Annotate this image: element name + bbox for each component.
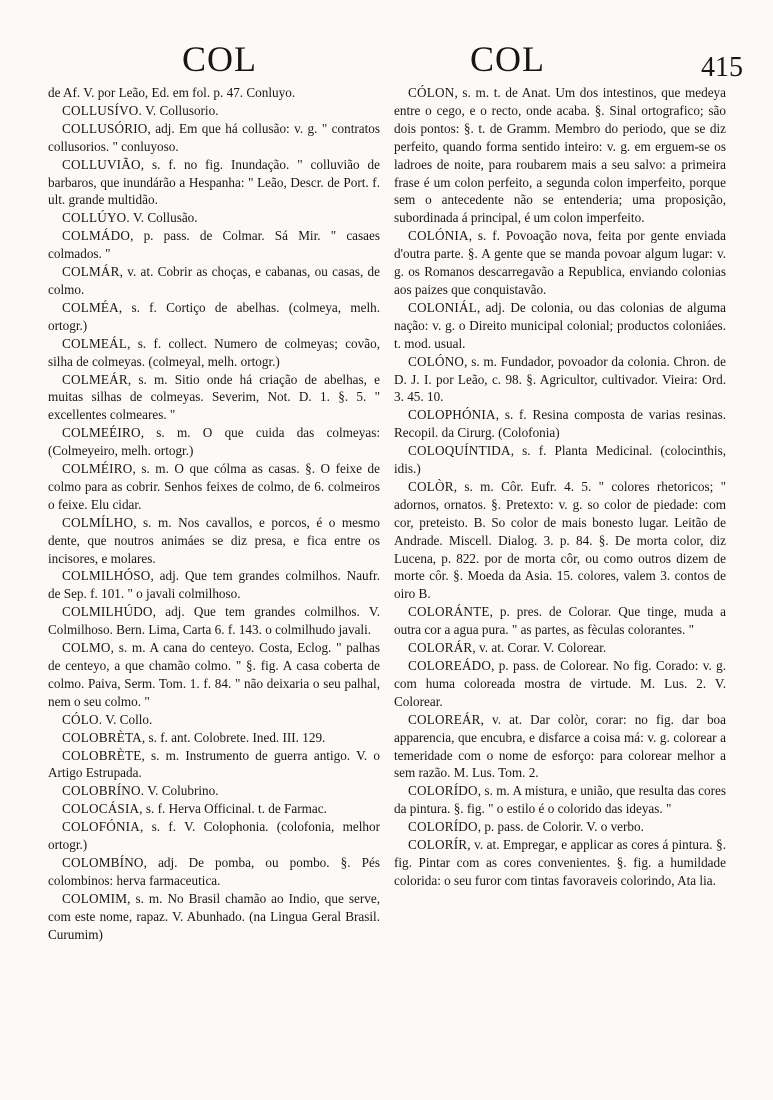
entry-headword: COLMILHÚDO	[62, 604, 153, 620]
entry-headword: COLÓNIA	[408, 228, 469, 244]
entry-headword: COLORÍR	[408, 837, 468, 853]
dictionary-entry	[48, 156, 380, 210]
entry-headword: COLORÍDO	[408, 783, 478, 799]
entry-definition: , s. m. O que cuida das colmeyas: (Colmeyeiro, melh. ortogr.)	[48, 425, 380, 459]
dictionary-entry	[48, 335, 380, 371]
entry-definition: , s. m. Sitio onde há criação de abelhas, e muitas silhas de colmeyas. Severim, Not. D. 1. §. 5. " excellentes colmeares. "	[48, 371, 380, 423]
dictionary-entry	[394, 603, 726, 639]
page-number: 415	[701, 52, 743, 83]
dictionary-entry	[48, 729, 380, 747]
entry-headword: COLMÁR	[62, 264, 120, 280]
dictionary-entry	[48, 120, 380, 156]
entry-headword: COLOCÁSIA	[62, 801, 140, 817]
dictionary-entry	[394, 639, 726, 657]
dictionary-entry	[48, 102, 380, 120]
entry-definition: , p. pres. de Colorar. Que tinge, muda a outra cor a agua pura. " as partes, as fèculas colorantes. "	[394, 604, 726, 638]
entry-headword: COLONIÁL	[408, 299, 477, 315]
entry-definition: , s. f. Resina composta de varias resinas. Recopil. da Cirurg. (Colofonia)	[394, 407, 726, 441]
dictionary-entry	[48, 299, 380, 335]
entry-definition: V. Collo.	[102, 711, 153, 727]
entry-headword: COLOFÓNIA	[62, 819, 140, 835]
entry-headword: COLMÉA	[62, 299, 119, 315]
entry-headword: COLOBRÈTA	[62, 729, 142, 745]
entry-headword: COLÓNO	[408, 353, 465, 369]
entry-headword: COLMILHÓSO	[62, 568, 151, 584]
entry-definition: de Af. V. por Leão, Ed. em fol. p. 47. Conluyo.	[48, 85, 296, 100]
dictionary-entry	[48, 711, 380, 729]
entry-definition: , s. f. collect. Numero de colmeyas; covão, silha de colmeyas. (colmeyal, melh. ortogr.)	[48, 335, 380, 369]
dictionary-entry	[394, 299, 726, 353]
entry-definition: , s. m. Fundador, povoador da colonia. Chron. de D. J. I. por Leão, c. 98. §. Agricultor, cultivador. Vieira: Ord. 3. 45. 10.	[394, 353, 726, 405]
entry-headword: COLORÁNTE	[408, 604, 490, 620]
entry-headword: COLOQUÍNTIDA	[408, 443, 511, 459]
entry-definition: , adj. De colonia, ou das colonias de alguma nação: v. g. o Direito municipal colonial; productos coloniáes. t. mod. usual.	[394, 299, 726, 351]
entry-definition: , s. m. t. de Anat. Um dos intestinos, que medeya entre o cego, e o recto, onde acaba. §. Sinal ortografico; são dois pontos: §. t. de Gramm. Membro do periodo, que se diz perfeito, quando forma sentido inteiro: v. g. em erguem-se os ladroes de noite, para roubarem mais a seu salvo: a primeira frase é um colon perfeito, a segunda colon imperfeito, porque sem o antecedente não se entenderia; uma proposição, subordinada á principal, é um colon imperfeito.	[394, 85, 726, 226]
dictionary-entry	[48, 603, 380, 639]
entry-headword: COLLUSÍVO.	[62, 102, 143, 118]
dictionary-entry	[394, 782, 726, 818]
entry-definition: , v. at. Dar colòr, corar: no fig. dar boa apparencia, que encubra, e disfarce a coisa má: v. g. colorear a temeridade com o nome de esforço: para colorear melhor a sem razão. M. Lus. Tom. 2.	[394, 711, 726, 781]
entry-definition: , adj. Em que há collusão: v. g. " contratos collusorios. " conluyoso.	[48, 120, 380, 154]
entry-headword: COLÒR	[408, 478, 454, 494]
entry-headword: COLOREÁR	[408, 711, 481, 727]
entry-definition: , adj. De pomba, ou pombo. §. Pés colombinos: herva farmaceutica.	[48, 854, 380, 888]
dictionary-entry	[394, 406, 726, 442]
entry-headword: COLLUSÓRIO	[62, 120, 148, 136]
entry-definition: , s. m. A cana do centeyo. Costa, Eclog. " palhas de centeyo, a que chamão colmo. " §. fig. A casa coberta de colmo. Paiva, Serm. Tom. 1. f. 84. " não deixaria o seu palhal, nem o seu colmo. "	[48, 640, 380, 709]
entry-definition: , s. m. Côr. Eufr. 4. 5. " colores rhetoricos; " adornos, ornatos. §. Pretexto: v. g. so color de piedade: com cor, preteisto. B. So color de mais bonesto lugar. Leitão de Andrade. Miscell. Dialog. 3. p. 84. §. De morta color, diz Lucena, p. 822. por de morta côr, ou como outros dizem de morte côr. §. Moeda da Asia. 15. colores, valem 3. contos de oiro B.	[394, 478, 726, 602]
entry-definition: , p. pass. de Colmar. Sá Mir. " casaes colmados. "	[48, 228, 380, 262]
entry-headword: CÓLON	[408, 85, 455, 100]
dictionary-entry	[48, 782, 380, 800]
entry-definition: , p. pass. de Colorir. V. o verbo.	[477, 819, 644, 835]
dictionary-entry	[394, 657, 726, 711]
entry-definition: , s. f. Povoação nova, feita por gente enviada d'outra parte. §. A gente que se manda povoar algum lugar: v. g. os Romanos descarregavão a Republica, enviando colonias aos paizes que conquistavão.	[394, 228, 726, 297]
entry-headword: COLMÉIRO	[62, 461, 133, 477]
entry-headword: COLORÁR	[408, 640, 473, 656]
entry-definition: , v. at. Corar. V. Colorear.	[472, 640, 607, 656]
entry-definition: V. Collusão.	[129, 210, 198, 226]
entry-headword: COLMEÉIRO	[62, 425, 141, 441]
entry-definition: , s. m. Nos cavallos, e porcos, é o mesmo dente, que noutros animáes se diz presa, e fica entre os incisores, e molares.	[48, 514, 380, 566]
entry-definition: , s. m. Instrumento de guerra antigo. V. o Artigo Estrupada.	[48, 747, 380, 781]
dictionary-entry	[48, 514, 380, 568]
dictionary-entry	[48, 371, 380, 425]
entry-headword: COLOPHÓNIA	[408, 407, 496, 423]
dictionary-entry	[394, 84, 726, 227]
entry-definition: , adj. Que tem grandes colmilhos. Naufr. de Sep. f. 101. " o javali colmilhoso.	[48, 568, 380, 602]
entry-headword: COLOREÁDO	[408, 658, 492, 673]
dictionary-entry	[48, 890, 380, 944]
entry-definition: , adj. Que tem grandes colmilhos. V. Colmilhoso. Bern. Lima, Carta 6. f. 143. o colmilhudo javali.	[48, 604, 380, 638]
left-column	[48, 84, 380, 944]
dictionary-entry	[48, 854, 380, 890]
dictionary-entry	[48, 800, 380, 818]
entry-headword: COLOBRÍNO.	[62, 783, 145, 799]
dictionary-entry	[394, 818, 726, 836]
entry-headword: COLOMIM	[62, 890, 128, 906]
entry-headword: COLOBRÈTE	[62, 747, 142, 763]
dictionary-entry	[394, 227, 726, 299]
entry-headword: COLMÍLHO	[62, 514, 134, 530]
dictionary-entry	[394, 478, 726, 603]
dictionary-entry	[48, 747, 380, 783]
entry-headword: COLMEÁR	[62, 371, 128, 387]
entry-definition: , s. f. V. Colophonia. (colofonia, melhor ortogr.)	[48, 819, 380, 853]
left-running-header: COL	[182, 39, 257, 79]
entry-headword: COLMO	[62, 640, 111, 656]
dictionary-entry	[48, 227, 380, 263]
entry-headword: COLMÁDO	[62, 228, 131, 244]
entry-definition: , s. m. O que cólma as casas. §. O feixe de colmo para as cobrir. Senhos feixes de colmo, de 6. colmeiros o feixe. Elu cidar.	[48, 461, 380, 512]
entry-headword: COLLUVIÃO	[62, 156, 141, 172]
entry-headword: COLOMBÍNO	[62, 854, 144, 870]
right-column	[394, 84, 726, 890]
entry-headword: COLLÚYO.	[62, 210, 130, 226]
dictionary-entry	[394, 836, 726, 890]
entry-definition: , v. at. Empregar, e applicar as cores á pintura. §. fig. Pintar com as cores convenientes. §. fig. a humildade colorida: o seu furor com tintas favoraveis colorindo, Ata lia.	[394, 837, 726, 888]
dictionary-entry	[48, 424, 380, 460]
dictionary-entry	[48, 263, 380, 299]
dictionary-entry	[48, 567, 380, 603]
entry-definition: , s. f. Herva Officinal. t. de Farmac.	[139, 801, 327, 817]
entry-definition: , s. m. No Brasil chamão ao Indio, que serve, com este nome, rapaz. V. Abunhado. (na Lingua Geral Brasil. Curumim)	[48, 890, 380, 942]
dictionary-entry	[394, 353, 726, 407]
entry-definition: V. Collusorio.	[142, 102, 219, 118]
dictionary-entry	[48, 818, 380, 854]
entry-definition: , v. at. Cobrir as choças, e cabanas, ou casas, de colmo.	[48, 264, 380, 297]
dictionary-entry	[48, 209, 380, 227]
entry-headword: CÓLO.	[62, 711, 103, 727]
dictionary-entry	[48, 639, 380, 711]
entry-definition: , p. pass. de Colorear. No fig. Corado: v. g. com huma coloreada mostra de virtude. M. Lus. 2. V. Colorear.	[394, 658, 726, 709]
right-running-header: COL	[470, 39, 545, 79]
entry-definition: , s. m. A mistura, e união, que resulta das cores da pintura. §. fig. " o estilo é o colorido das ideyas. "	[394, 783, 726, 817]
entry-headword: COLORÍDO	[408, 819, 478, 835]
dictionary-entry	[48, 84, 380, 102]
dictionary-entry	[394, 442, 726, 478]
entry-headword: COLMEÁL	[62, 335, 128, 351]
entry-definition: , s. f. no fig. Inundação. " colluvião de barbaros, que inundárão a Hespanha: " Leão, Descr. de Port. f. ult. grande multidão.	[48, 156, 380, 208]
entry-definition: , s. f. Cortiço de abelhas. (colmeya, melh. ortogr.)	[48, 299, 380, 333]
entry-definition: V. Colubrino.	[144, 783, 219, 799]
entry-definition: , s. f. Planta Medicinal. (colocinthis, idis.)	[394, 443, 726, 477]
dictionary-entry	[48, 460, 380, 514]
dictionary-entry	[394, 711, 726, 783]
entry-definition: , s. f. ant. Colobrete. Ined. III. 129.	[141, 729, 326, 745]
